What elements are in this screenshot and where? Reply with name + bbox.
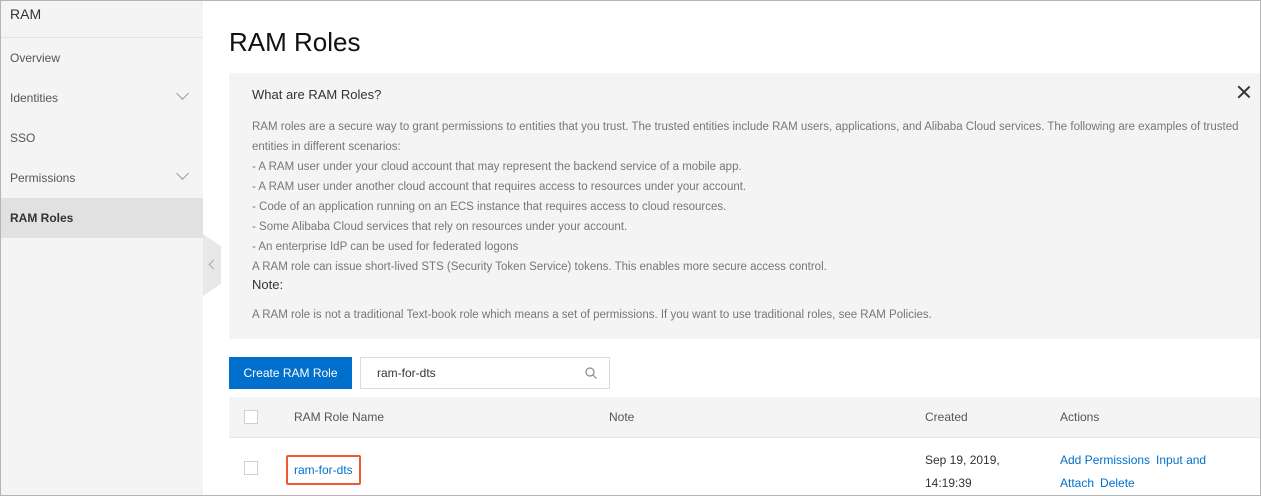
chevron-down-icon [176,87,189,100]
chevron-down-icon [176,167,189,180]
table-header [229,397,1261,438]
main-content [229,1,1260,495]
info-line: A RAM role can issue short-lived STS (Security Token Service) tokens. This enables more secure access control. [252,261,827,273]
column-header-actions: Actions [1060,410,1100,424]
sidebar-item-label: Identities [10,91,59,105]
sidebar-item-ram-roles[interactable] [1,198,203,238]
sidebar-item-sso[interactable] [1,118,203,158]
role-name-link[interactable]: ram-for-dts [286,455,361,485]
sidebar-title: RAM [1,1,203,38]
sidebar [1,1,203,495]
create-ram-role-button[interactable]: Create RAM Role [229,357,352,389]
sidebar-item-overview[interactable] [1,38,203,78]
row-checkbox[interactable] [244,461,258,475]
note-body: A RAM role is not a traditional Text-book role which means a set of permissions. If you want to use traditional roles, see RAM Policies. [252,309,932,321]
delete-link[interactable]: Delete [1100,476,1135,490]
table-row [229,438,1261,496]
sidebar-collapse-handle[interactable] [203,234,221,296]
info-line: - A RAM user under another cloud account that requires access to resources under your account. [252,181,747,193]
search-input[interactable] [377,358,577,388]
column-header-created: Created [925,410,968,424]
chevron-left-icon [209,260,219,270]
info-line: - Some Alibaba Cloud services that rely on resources under your account. [252,221,628,233]
info-line: - A RAM user under your cloud account that may represent the backend service of a mobile app. [252,161,742,173]
column-header-note: Note [609,410,635,424]
created-cell [925,449,1000,495]
info-line: - Code of an application running on an ECS instance that requires access to cloud resources. [252,201,727,213]
info-body [252,117,1242,277]
search-icon[interactable] [585,367,597,379]
sidebar-item-label: Overview [10,51,61,65]
created-time: 14:19:39 [925,476,972,490]
close-icon[interactable] [1237,85,1251,99]
sidebar-item-label: Permissions [10,171,76,185]
add-permissions-link[interactable]: Add Permissions [1060,453,1151,467]
search-box[interactable] [360,357,610,389]
created-date: Sep 19, 2019, [925,453,1000,467]
select-all-checkbox[interactable] [244,410,258,424]
column-header-name: RAM Role Name [294,410,385,424]
sidebar-item-label: SSO [10,131,36,145]
page-title: RAM Roles [229,27,361,57]
sidebar-item-identities[interactable] [1,78,203,118]
actions-cell [1060,449,1230,495]
sidebar-item-label: RAM Roles [10,211,74,225]
info-title: What are RAM Roles? [252,87,382,102]
info-line: RAM roles are a secure way to grant permissions to entities that you trust. The trusted entities include RAM users, applications, and Alibaba Cloud services. The following are examples of trusted entities in different scenarios: [252,121,1239,153]
info-panel [229,73,1261,339]
info-line: - An enterprise IdP can be used for federated logons [252,241,519,253]
input-and-attach-link[interactable]: Input and Attach [1060,453,1207,490]
sidebar-item-permissions[interactable] [1,158,203,198]
note-title: Note: [252,277,284,292]
